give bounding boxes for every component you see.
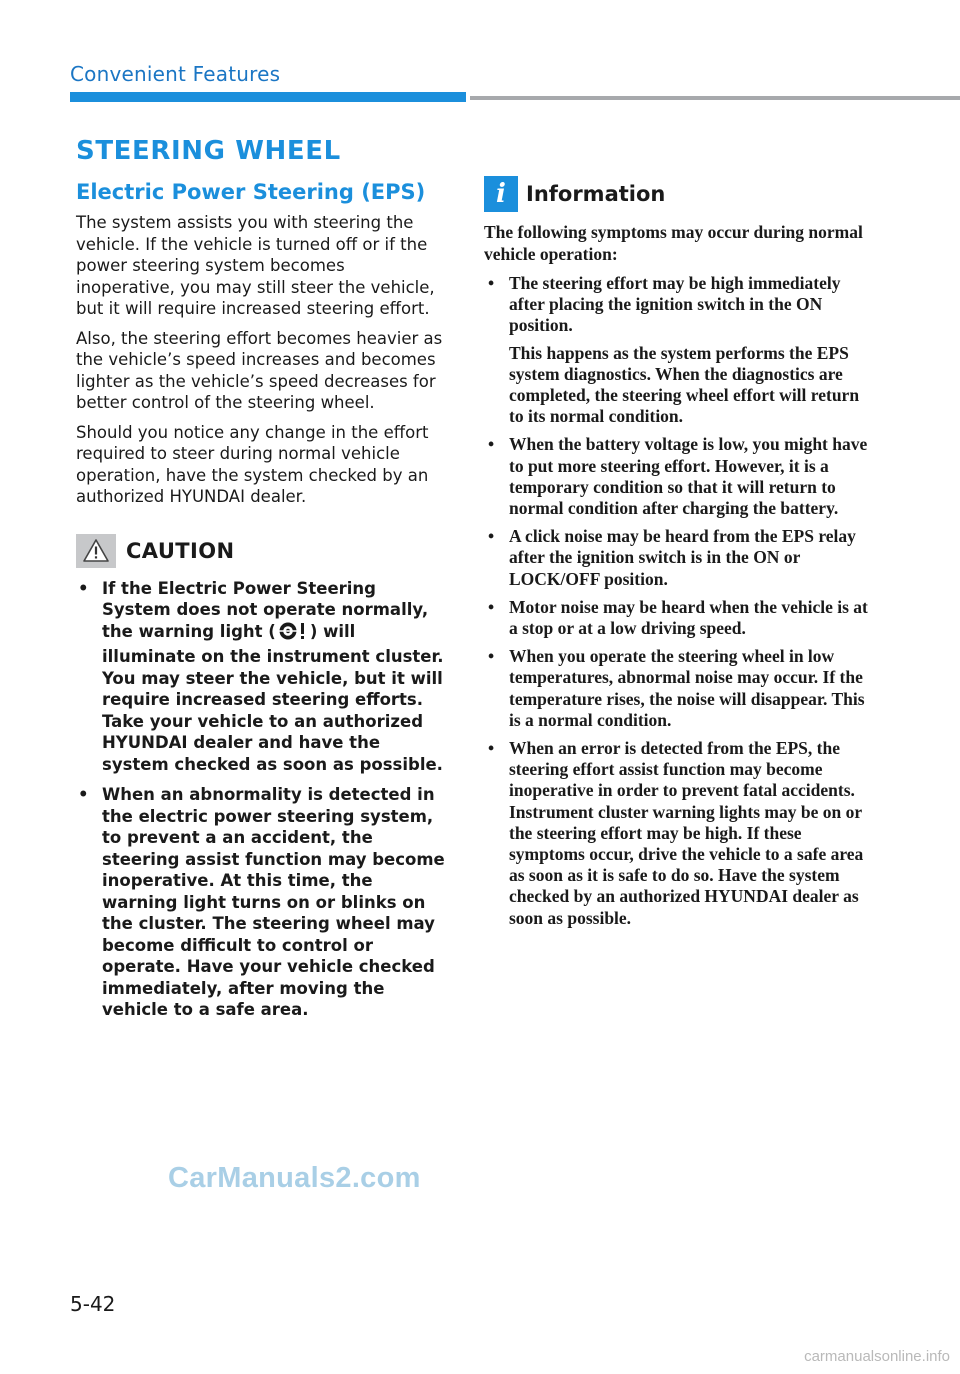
- section-title: STEERING WHEEL: [76, 136, 341, 166]
- bullet: •: [78, 578, 89, 598]
- information-item: [484, 738, 868, 929]
- warning-triangle-icon: [76, 534, 116, 568]
- eps-warning-light-icon: [276, 621, 310, 647]
- information-item: [484, 434, 868, 519]
- caution-item: [76, 578, 448, 776]
- footer-watermark: carmanualsonline.info: [804, 1348, 950, 1365]
- bullet: •: [488, 738, 495, 759]
- caution-item-text: ) will illuminate on the instrument cluster. You may steer the vehicle, but it will require increased steering efforts. Take your vehicle to an authorized HYUNDAI dealer and have the system checked as soon as possible.: [102, 621, 444, 774]
- right-column: [484, 176, 868, 936]
- information-item-text: A click noise may be heard from the EPS relay after the ignition switch is in the ON or LOCK/OFF position.: [509, 526, 856, 589]
- bullet: •: [488, 526, 495, 547]
- subsection-title: Electric Power Steering (EPS): [76, 180, 426, 204]
- caution-header: [76, 534, 448, 568]
- caution-list: [76, 578, 448, 1021]
- paragraph: The system assists you with steering the vehicle. If the vehicle is turned off or if the power steering system becomes inoperative, you may still steer the vehicle, but it will require increased steering effort.: [76, 213, 435, 318]
- information-item: [484, 526, 868, 590]
- information-intro: The following symptoms may occur during normal vehicle operation:: [484, 222, 863, 264]
- caution-title: CAUTION: [126, 538, 235, 563]
- information-item: [484, 273, 868, 427]
- information-item-text: When the battery voltage is low, you might have to put more steering effort. However, it is a temporary condition so that it will return to normal condition after charging the battery.: [509, 434, 868, 519]
- information-item-extra: This happens as the system performs the EPS system diagnostics. When the diagnostics are completed, the steering wheel effort will return to its normal condition.: [509, 342, 860, 427]
- information-item-text: When you operate the steering wheel in low temperatures, abnormal noise may occur. If the temperature rises, the noise will disappear. This is a normal condition.: [509, 646, 865, 730]
- header-rule-blue: [70, 92, 466, 102]
- information-item-text: When an error is detected from the EPS, the steering effort assist function may become inoperative in order to prevent fatal accidents. Instrument cluster warning lights may be on or the steering effort may be high. If these symptoms occur, drive the vehicle to a safe area as soon as it is safe to do so. Have the system checked by an authorized HYUNDAI dealer as soon as possible.: [509, 738, 864, 928]
- left-column: [76, 136, 448, 1030]
- bullet: •: [488, 273, 495, 293]
- caution-item: [76, 784, 448, 1021]
- header-section-title: Convenient Features: [70, 62, 281, 86]
- information-item-text: The steering effort may be high immediately after placing the ignition switch in the ON position.: [509, 273, 841, 336]
- bullet: •: [488, 646, 495, 667]
- bullet: •: [78, 785, 89, 804]
- information-item: [484, 646, 868, 731]
- information-title: Information: [526, 182, 666, 206]
- bullet: •: [488, 434, 495, 455]
- watermark: CarManuals2.com: [168, 1162, 421, 1194]
- information-list: [484, 273, 868, 929]
- page-number: 5-42: [70, 1292, 116, 1316]
- caution-item-text: When an abnormality is detected in the electric power steering system, to prevent a an accident, the steering assist function may become inoperative. At this time, the warning light turns on or blinks on the cluster. The steering wheel may become difficult to control or operate. Have your vehicle checked immediately, after moving the vehicle to a safe area.: [102, 785, 445, 1019]
- caution-item-text: If the Electric Power Steering System does not operate normally, the warning light (: [102, 578, 429, 641]
- info-icon: i: [484, 176, 518, 212]
- information-item: [484, 597, 868, 639]
- paragraph: Should you notice any change in the effort required to steer during normal vehicle operation, have the system checked by an authorized HYUNDAI dealer.: [76, 422, 429, 506]
- information-header: [484, 176, 868, 212]
- bullet: •: [488, 596, 495, 617]
- paragraph: Also, the steering effort becomes heavier as the vehicle’s speed increases and becomes lighter as the vehicle’s speed decreases for better control of the steering wheel.: [76, 328, 443, 412]
- information-item-text: Motor noise may be heard when the vehicle is at a stop or at a low driving speed.: [509, 596, 868, 639]
- header-rule-gray: [470, 96, 960, 100]
